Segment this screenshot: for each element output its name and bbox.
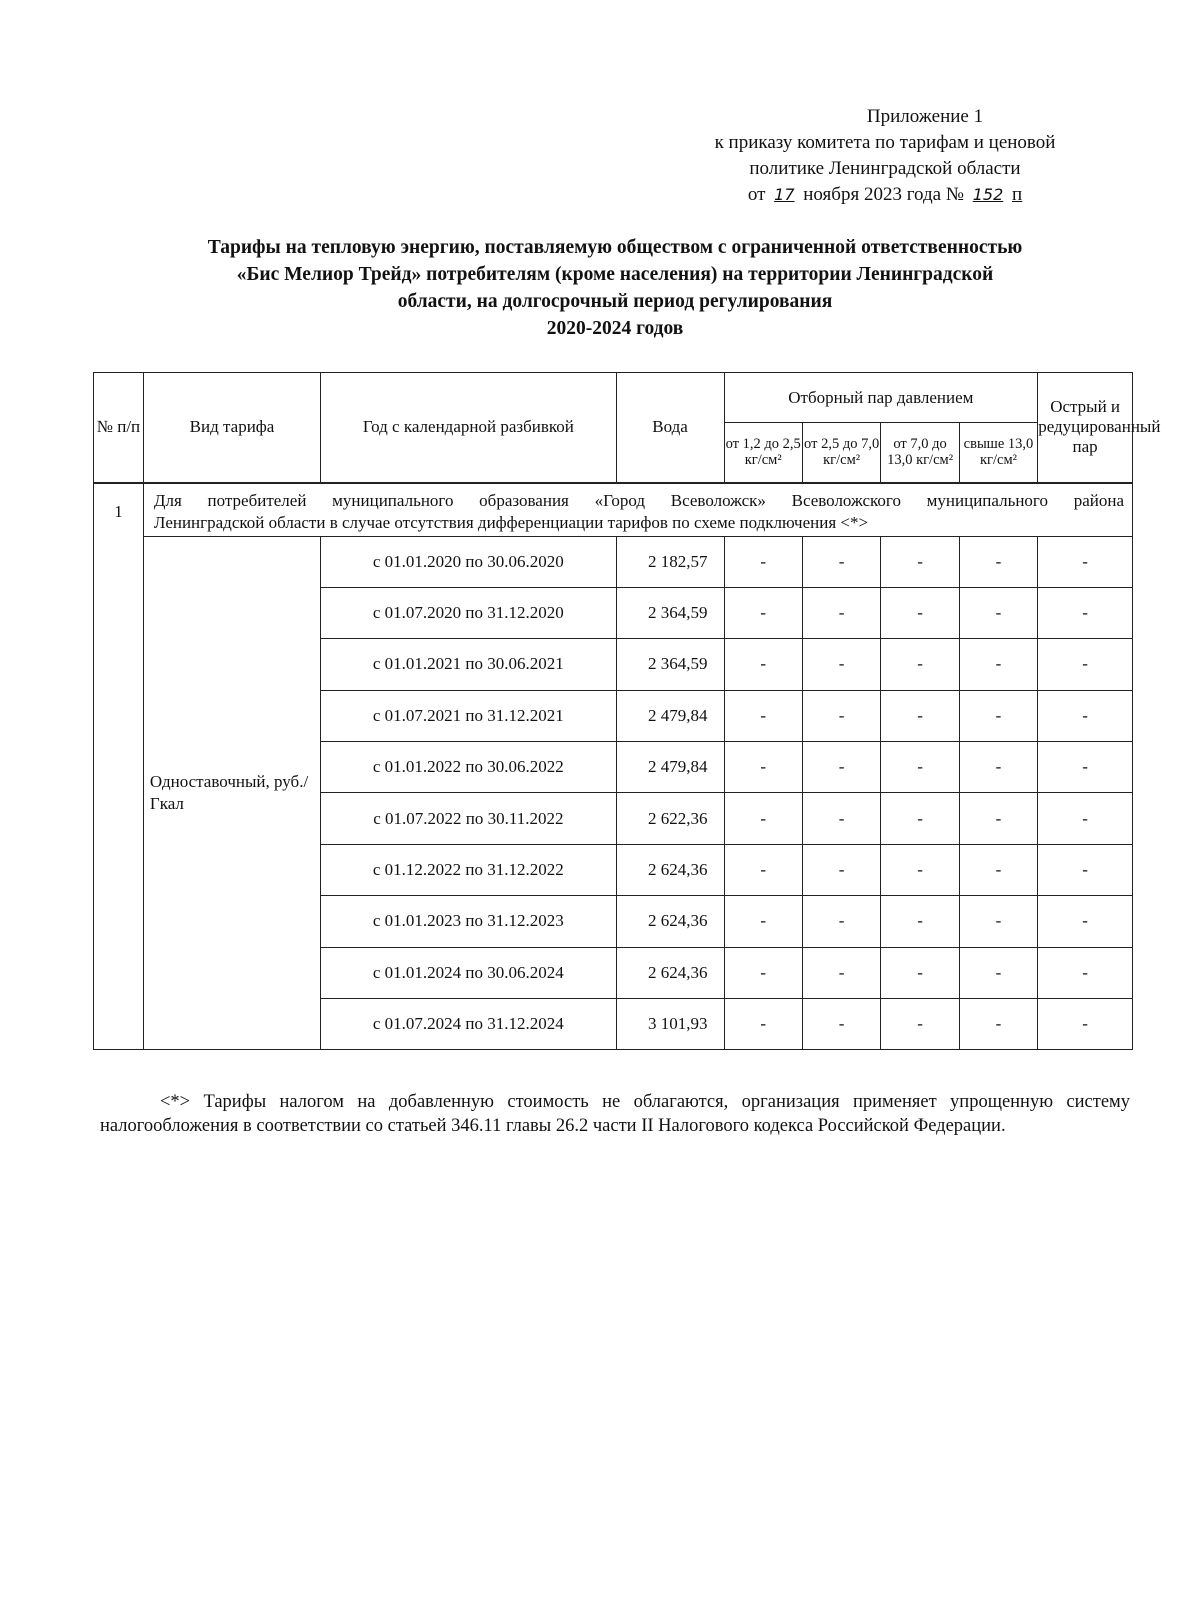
- tariff-table-body: [94, 483, 1133, 1050]
- steam-2-cell: -: [802, 793, 880, 844]
- period-cell: с 01.12.2022 по 31.12.2022: [321, 844, 616, 895]
- period-cell: с 01.07.2024 по 31.12.2024: [321, 999, 616, 1050]
- steam-3-cell: -: [881, 690, 959, 741]
- steam-4-cell: -: [959, 947, 1037, 998]
- header-steam: Отборный пар давлением: [724, 373, 1038, 423]
- steam-1-cell: -: [724, 999, 802, 1050]
- steam-2-cell: -: [802, 639, 880, 690]
- steam-2-cell: -: [802, 690, 880, 741]
- document-title: [100, 234, 1130, 342]
- appendix-title: Приложение 1: [866, 106, 984, 127]
- handwritten-day: 17: [774, 185, 795, 204]
- handwritten-order-number: 152: [972, 185, 1004, 204]
- header-steam-2: от 2,5 до 7,0 кг/см²: [802, 423, 880, 483]
- water-value-cell: 2 182,57: [616, 536, 724, 587]
- header-type: Вид тарифа: [143, 373, 320, 483]
- header-sharp-steam: Острый и редуцированный пар: [1038, 373, 1133, 483]
- steam-1-cell: -: [724, 793, 802, 844]
- sharp-steam-cell: -: [1038, 587, 1133, 638]
- period-cell: с 01.01.2022 по 30.06.2022: [321, 742, 616, 793]
- steam-1-cell: -: [724, 896, 802, 947]
- steam-4-cell: -: [959, 742, 1037, 793]
- steam-2-cell: -: [802, 896, 880, 947]
- appendix-order-ref: к приказу комитета по тарифам и ценовой: [714, 132, 1056, 153]
- steam-3-cell: -: [881, 844, 959, 895]
- steam-4-cell: -: [959, 896, 1037, 947]
- water-value-cell: 2 479,84: [616, 742, 724, 793]
- water-value-cell: 2 624,36: [616, 844, 724, 895]
- steam-3-cell: -: [881, 896, 959, 947]
- period-cell: с 01.07.2020 по 31.12.2020: [321, 587, 616, 638]
- sharp-steam-cell: -: [1038, 690, 1133, 741]
- steam-1-cell: -: [724, 844, 802, 895]
- water-value-cell: 2 479,84: [616, 690, 724, 741]
- steam-3-cell: -: [881, 536, 959, 587]
- order-suffix: п: [1012, 184, 1023, 205]
- group-number: 1: [94, 483, 144, 1050]
- steam-1-cell: -: [724, 690, 802, 741]
- steam-3-cell: -: [881, 793, 959, 844]
- sharp-steam-cell: -: [1038, 896, 1133, 947]
- sharp-steam-cell: -: [1038, 947, 1133, 998]
- sharp-steam-cell: -: [1038, 844, 1133, 895]
- header-steam-3: от 7,0 до 13,0 кг/см²: [881, 423, 959, 483]
- date-rest: ноября 2023 года №: [803, 184, 964, 205]
- steam-2-cell: -: [802, 587, 880, 638]
- sharp-steam-cell: -: [1038, 536, 1133, 587]
- steam-1-cell: -: [724, 947, 802, 998]
- period-cell: с 01.07.2022 по 30.11.2022: [321, 793, 616, 844]
- water-value-cell: 2 364,59: [616, 587, 724, 638]
- sharp-steam-cell: -: [1038, 742, 1133, 793]
- steam-3-cell: -: [881, 639, 959, 690]
- group-description: [143, 483, 1132, 537]
- steam-4-cell: -: [959, 999, 1037, 1050]
- steam-1-cell: -: [724, 587, 802, 638]
- water-value-cell: 3 101,93: [616, 999, 724, 1050]
- header-year: Год с календарной разбивкой: [321, 373, 616, 483]
- sharp-steam-cell: -: [1038, 639, 1133, 690]
- group-row: [94, 483, 1133, 537]
- steam-3-cell: -: [881, 587, 959, 638]
- title-line-2: «Бис Мелиор Трейд» потребителям (кроме населения) на территории Ленинградской: [236, 264, 994, 285]
- group-description-line-1: Для потребителей муниципального образования «Город Всеволожск» Всеволожского муниципального района: [153, 490, 1124, 510]
- tariff-type-cell: Одноставочный, руб./Гкал: [143, 536, 320, 1050]
- period-cell: с 01.07.2021 по 31.12.2021: [321, 690, 616, 741]
- steam-4-cell: -: [959, 844, 1037, 895]
- water-value-cell: 2 364,59: [616, 639, 724, 690]
- header-steam-4: свыше 13,0 кг/см²: [959, 423, 1037, 483]
- header-water: Вода: [616, 373, 724, 483]
- period-cell: с 01.01.2020 по 30.06.2020: [321, 536, 616, 587]
- period-cell: с 01.01.2024 по 30.06.2024: [321, 947, 616, 998]
- water-value-cell: 2 624,36: [616, 896, 724, 947]
- sharp-steam-cell: -: [1038, 999, 1133, 1050]
- appendix-date-line: [640, 182, 1130, 208]
- date-prefix: от: [747, 184, 766, 205]
- steam-1-cell: -: [724, 742, 802, 793]
- steam-3-cell: -: [881, 947, 959, 998]
- period-cell: с 01.01.2021 по 30.06.2021: [321, 639, 616, 690]
- water-value-cell: 2 624,36: [616, 947, 724, 998]
- appendix-committee: политике Ленинградской области: [749, 158, 1021, 179]
- steam-4-cell: -: [959, 536, 1037, 587]
- appendix-header: [640, 104, 1130, 208]
- sharp-steam-cell: -: [1038, 793, 1133, 844]
- title-line-1: Тарифы на тепловую энергию, поставляемую обществом с ограниченной ответственностью: [207, 237, 1023, 258]
- table-row: [94, 536, 1133, 587]
- title-line-4: 2020-2024 годов: [546, 318, 684, 339]
- steam-4-cell: -: [959, 793, 1037, 844]
- title-line-3: области, на долгосрочный период регулирования: [397, 291, 833, 312]
- steam-3-cell: -: [881, 999, 959, 1050]
- water-value-cell: 2 622,36: [616, 793, 724, 844]
- steam-4-cell: -: [959, 690, 1037, 741]
- tariff-table: [93, 372, 1161, 1050]
- steam-2-cell: -: [802, 536, 880, 587]
- steam-3-cell: -: [881, 742, 959, 793]
- steam-4-cell: -: [959, 639, 1037, 690]
- steam-2-cell: -: [802, 742, 880, 793]
- header-num: № п/п: [94, 373, 144, 483]
- footnote: <*> Тарифы налогом на добавленную стоимость не облагаются, организация применяет упрощенную систему налогообложения в соответствии со статьей 346.11 главы 26.2 части II Налогового кодекса Российской Федерации.: [100, 1092, 1130, 1136]
- header-steam-1: от 1,2 до 2,5 кг/см²: [724, 423, 802, 483]
- steam-1-cell: -: [724, 639, 802, 690]
- group-description-line-2: Ленинградской области в случае отсутствия дифференциации тарифов по схеме подключения <*>: [153, 512, 869, 532]
- steam-4-cell: -: [959, 587, 1037, 638]
- period-cell: с 01.01.2023 по 31.12.2023: [321, 896, 616, 947]
- steam-2-cell: -: [802, 844, 880, 895]
- steam-1-cell: -: [724, 536, 802, 587]
- steam-2-cell: -: [802, 999, 880, 1050]
- steam-2-cell: -: [802, 947, 880, 998]
